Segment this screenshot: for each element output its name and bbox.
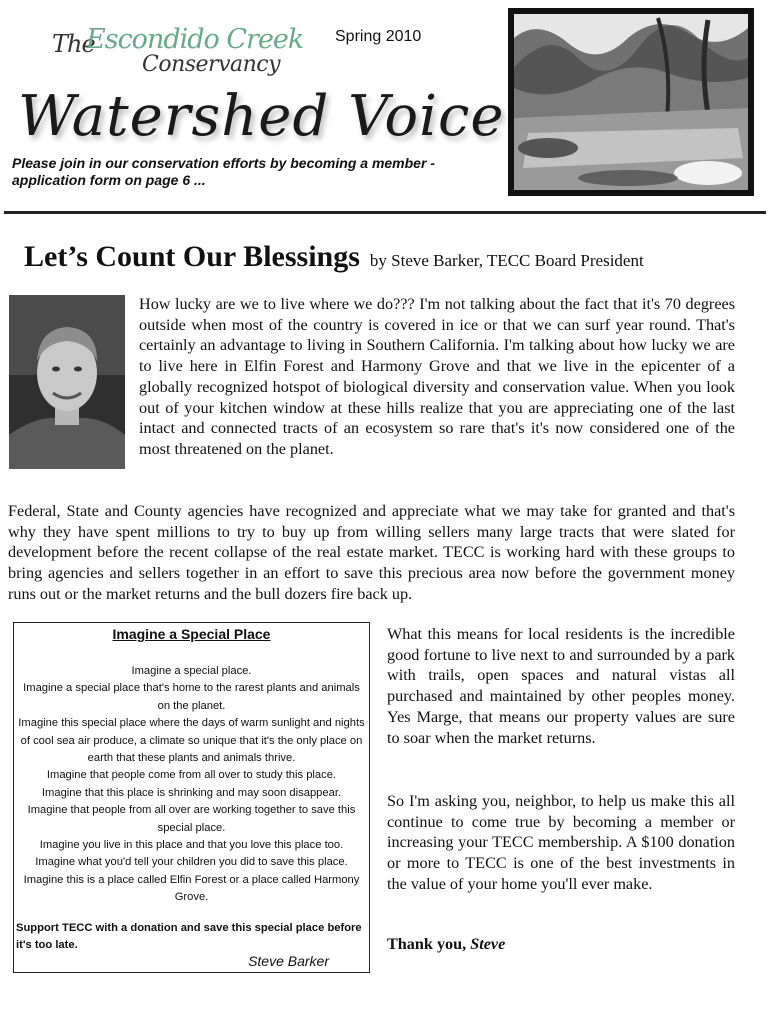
masthead-divider xyxy=(4,211,766,214)
sidebar-lines xyxy=(16,663,367,907)
article-paragraph-1: How lucky are we to live where we do??? I'm not talking about the fact that it's 70 degrees outside when most of the country is covered in ice or that we can surf year round. That's certainly an advantage to living in Southern California. I'm talking about how lucky we are to live here in Elfin Forest and Harmony Grove and that we live in the epicenter of a globally recognized hotspot of biological diversity and conservation value. When you look out of your kitchen window at these hills realize that you are appreciating one of the last intact and connected tracts of an ecosystem so rare that's it's now considered one of the most threatened on the planet. xyxy=(139,295,735,458)
conservancy-logo xyxy=(50,18,304,84)
logo-the: The xyxy=(52,30,95,58)
sidebar-line: Imagine a special place that's home to the rarest plants and animals on the planet. xyxy=(23,682,360,712)
article-paragraph-2: Federal, State and County agencies have recognized and appreciate what we may take for granted and that's why they have spent millions to try to buy up from willing sellers many large tracts that were slated for development before the recent collapse of the real estate market. TECC is working hard with these groups to bring agencies and sellers together in an effort to save this precious area now before the government money runs out or the market returns and the bull dozers fire back up. xyxy=(8,502,735,603)
closing-signature: Steve xyxy=(470,935,506,953)
sidebar-title: Imagine a Special Place xyxy=(112,626,271,642)
sidebar-line: Imagine this is a place called Elfin Forest or a place called Harmony Grove. xyxy=(23,873,360,904)
sidebar-call-to-action: Support TECC with a donation and save this special place before it's too late. xyxy=(16,922,362,952)
article-byline: by Steve Barker, TECC Board President xyxy=(369,251,644,270)
article-title: Let’s Count Our Blessings xyxy=(24,240,360,273)
issue-date: Spring 2010 xyxy=(335,28,422,45)
author-portrait-image xyxy=(9,295,125,469)
sidebar-line: Imagine what you'd tell your children you did to save this place. xyxy=(35,856,348,869)
creek-photo-image xyxy=(508,8,754,196)
article-closing xyxy=(387,935,505,954)
sidebar-line: Imagine you live in this place and that you love this place too. xyxy=(39,839,344,852)
logo-subtitle: Conservancy xyxy=(142,52,281,77)
imagine-sidebar xyxy=(13,622,370,973)
author-photo xyxy=(9,295,125,469)
logo-name: Escondido Creek xyxy=(86,24,304,55)
sidebar-line: Imagine that this place is shrinking and may soon disappear. xyxy=(41,786,342,799)
sidebar-line: Imagine this special place where the days of warm sunlight and nights of cool sea air produce, a climate so unique that it's the only place on earth that these plants and animals thrive. xyxy=(18,717,365,765)
article-paragraph-4: So I'm asking you, neighbor, to help us make this all continue to come true by becoming a member or increasing your TECC membership. A $100 donation or more to TECC is one of the best investments in the value of your home you'll ever make. xyxy=(387,792,735,893)
sidebar-line: Imagine a special place. xyxy=(131,665,252,677)
article-paragraph-3: What this means for local residents is the incredible good fortune to live next to and surrounded by a park with trails, open spaces and natural vistas all purchased and maintained by other peoples money. Yes Marge, that means our property values are sure to soar when the market returns. xyxy=(387,625,735,747)
sidebar-signature: Steve Barker xyxy=(248,953,329,969)
creek-photo xyxy=(508,8,754,196)
newsletter-title: Watershed Voice xyxy=(18,84,505,149)
sidebar-line: Imagine that people come from all over to study this place. xyxy=(46,769,337,782)
article-heading xyxy=(24,240,644,274)
membership-tagline: Please join in our conservation efforts by becoming a member - application form on page 6 ... xyxy=(12,155,435,188)
sidebar-line: Imagine that people from all over are working together to save this special place. xyxy=(27,804,356,834)
closing-phrase: Thank you, xyxy=(387,935,467,953)
